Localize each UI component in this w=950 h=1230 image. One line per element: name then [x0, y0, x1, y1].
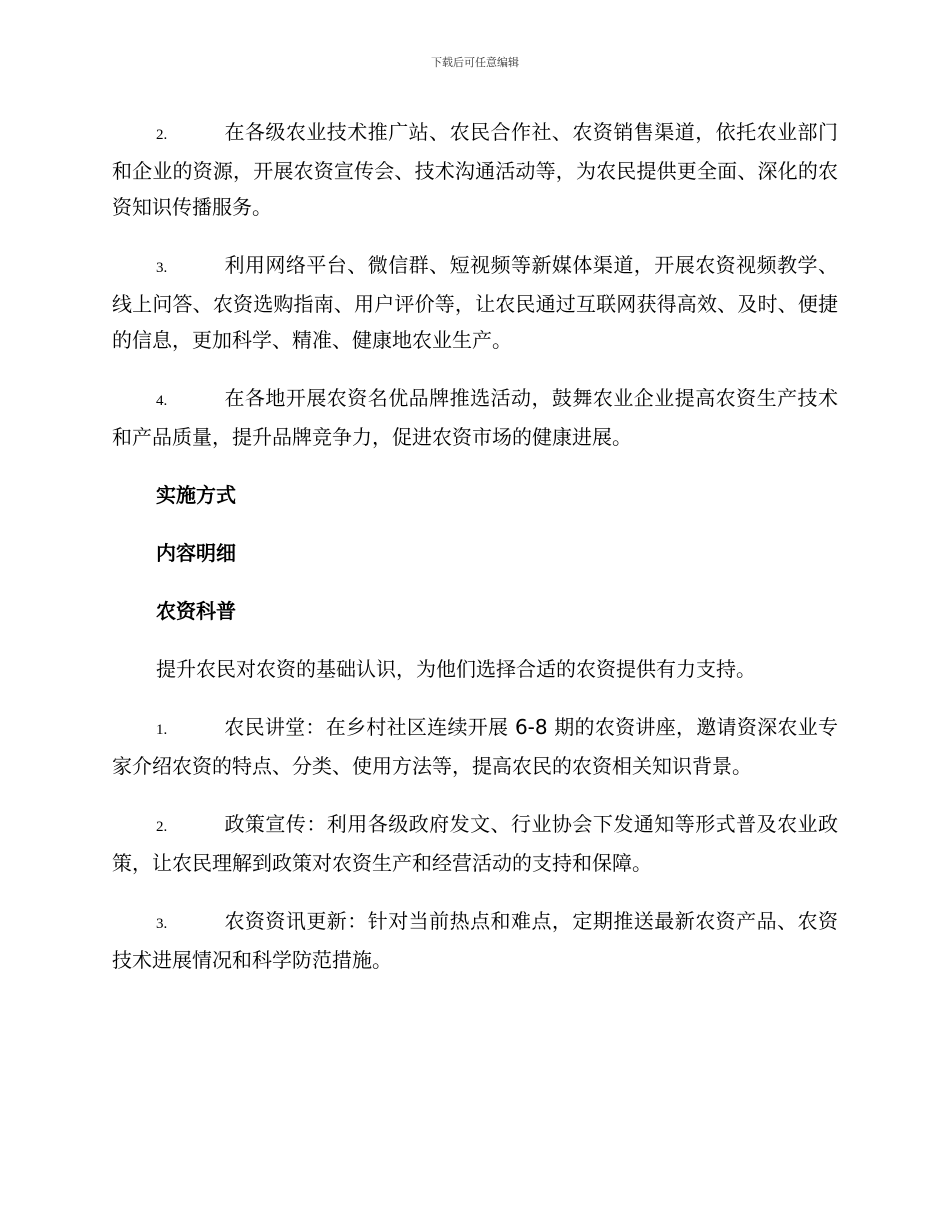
paragraph-text: 在各地开展农资名优品牌推选活动，鼓舞农业企业提高农资生产技术和产品质量，提升品牌竞争力，促进农资市场的健康进展。 — [112, 386, 838, 449]
paragraph-item-farmer-lecture — [112, 709, 838, 784]
list-number: 3. — [156, 260, 168, 276]
paragraph-item-news — [112, 903, 838, 978]
section-heading-details: 内容明细 — [156, 541, 236, 565]
list-number: 3. — [156, 916, 168, 932]
paragraph-text: 农民讲堂：在乡村社区连续开展 6-8 期的农资讲座，邀请资深农业专家介绍农资的特点、分类、使用方法等，提高农民的农资相关知识背景。 — [112, 715, 838, 778]
page-header: 下载后可任意编辑 — [431, 56, 519, 69]
list-number: 2. — [156, 127, 168, 143]
paragraph-item-3 — [112, 247, 838, 358]
paragraph-text: 在各级农业技术推广站、农民合作社、农资销售渠道，依托农业部门和企业的资源，开展农资宣传会、技术沟通活动等，为农民提供更全面、深化的农资知识传播服务。 — [112, 120, 838, 219]
paragraph-item-2 — [112, 114, 838, 225]
section-heading-science: 农资科普 — [156, 599, 236, 623]
intro-paragraph: 提升农民对农资的基础认识，为他们选择合适的农资提供有力支持。 — [156, 657, 756, 681]
section-heading-implementation: 实施方式 — [156, 483, 236, 507]
paragraph-text: 农资资讯更新：针对当前热点和难点，定期推送最新农资产品、农资技术进展情况和科学防范措施。 — [112, 909, 838, 972]
list-number: 1. — [156, 722, 168, 738]
list-number: 2. — [156, 819, 168, 835]
list-number: 4. — [156, 393, 168, 409]
document-body — [112, 114, 838, 1000]
paragraph-item-policy — [112, 806, 838, 881]
paragraph-text: 利用网络平台、微信群、短视频等新媒体渠道，开展农资视频教学、线上问答、农资选购指南、用户评价等，让农民通过互联网获得高效、及时、便捷的信息，更加科学、精准、健康地农业生产。 — [112, 253, 838, 352]
paragraph-text: 政策宣传：利用各级政府发文、行业协会下发通知等形式普及农业政策，让农民理解到政策对农资生产和经营活动的支持和保障。 — [112, 812, 838, 875]
paragraph-item-4 — [112, 380, 838, 455]
